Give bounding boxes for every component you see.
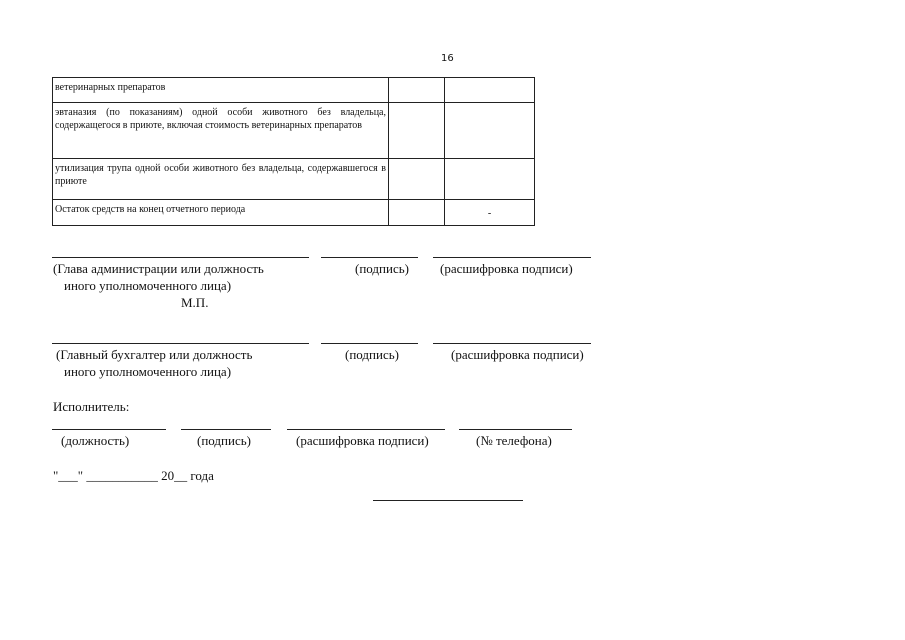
accountant-signature-label: (подпись) [345, 347, 399, 362]
executor-position-label: (должность) [61, 433, 130, 448]
bottom-separator-line [373, 500, 523, 501]
row-cell [389, 159, 445, 200]
executor-signature-line [181, 429, 271, 430]
accountant-position-label: (Главный бухгалтер или должность [56, 347, 253, 362]
executor-phone-line [459, 429, 572, 430]
table-row [53, 103, 535, 159]
head-position-line [52, 257, 309, 258]
report-table [52, 77, 535, 226]
row-cell [389, 78, 445, 103]
head-signature-label: (подпись) [355, 261, 409, 276]
accountant-decoding-line [433, 343, 591, 344]
executor-position-line [52, 429, 166, 430]
head-decoding-line [433, 257, 591, 258]
row-cell [389, 103, 445, 159]
row-label: эвтаназия (по показаниям) одной особи животного без владельца, содержащегося в приюте, включая стоимость ветеринарных препаратов [53, 103, 389, 159]
executor-signature-label: (подпись) [197, 433, 251, 448]
row-cell [389, 200, 445, 226]
table-row [53, 78, 535, 103]
executor-decoding-line [287, 429, 445, 430]
head-position-label: (Глава администрации или должность [53, 261, 264, 276]
head-decoding-label: (расшифровка подписи) [440, 261, 573, 276]
accountant-signature-line [321, 343, 418, 344]
accountant-position-line [52, 343, 309, 344]
stamp-label: М.П. [181, 295, 209, 310]
executor-phone-label: (№ телефона) [476, 433, 552, 448]
row-cell: - [445, 200, 535, 226]
row-label: ветеринарных препаратов [53, 78, 389, 103]
row-cell [445, 78, 535, 103]
row-label: Остаток средств на конец отчетного периода [53, 200, 389, 226]
date-line: "___" ___________ 20__ года [53, 468, 214, 483]
table-row [53, 200, 535, 226]
executor-decoding-label: (расшифровка подписи) [296, 433, 429, 448]
row-label: утилизация трупа одной особи животного без владельца, содержавшегося в приюте [53, 159, 389, 200]
accountant-position-label-2: иного уполномоченного лица) [64, 364, 232, 379]
accountant-decoding-label: (расшифровка подписи) [451, 347, 584, 362]
page-number: 16 [441, 53, 454, 64]
table-row [53, 159, 535, 200]
head-position-label-2: иного уполномоченного лица) [64, 278, 232, 293]
row-cell [445, 103, 535, 159]
executor-title: Исполнитель: [53, 399, 130, 414]
row-cell [445, 159, 535, 200]
head-signature-line [321, 257, 418, 258]
